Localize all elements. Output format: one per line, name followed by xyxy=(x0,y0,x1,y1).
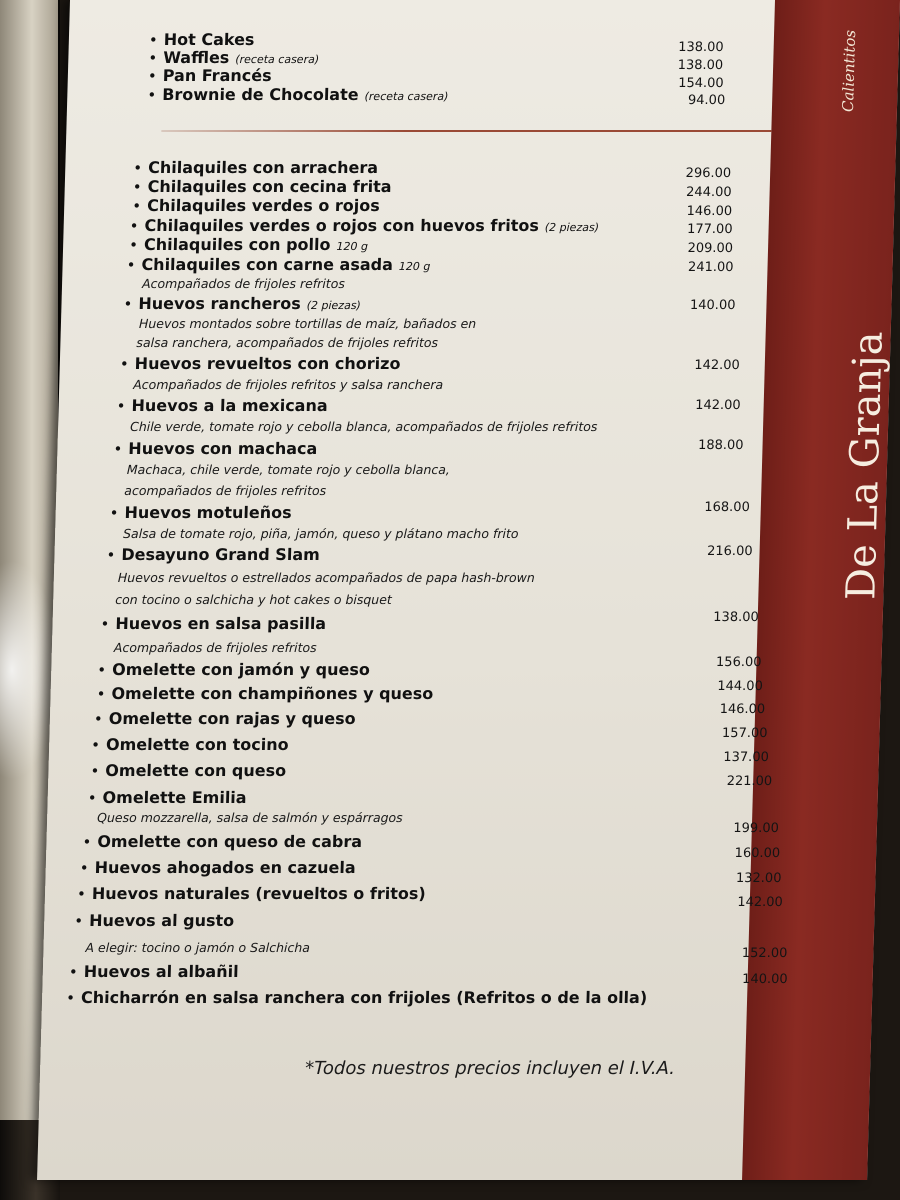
menu-item: • Chilaquiles con carne asada 120 g xyxy=(126,255,431,274)
menu-item: • Omelette con queso xyxy=(90,761,287,780)
menu-item: • Huevos rancheros (2 piezas) xyxy=(123,294,362,313)
item-description: Acompañados de frijoles refritos xyxy=(141,276,346,291)
item-price: 132.00 xyxy=(735,871,782,886)
item-price: 138.00 xyxy=(677,58,724,73)
item-price: 94.00 xyxy=(687,93,726,108)
item-description: Acompañados de frijoles refritos y salsa ranchera xyxy=(133,377,444,392)
item-description: A elegir: tocino o jamón o Salchicha xyxy=(85,940,311,955)
item-price: 146.00 xyxy=(719,702,766,717)
item-price: 152.00 xyxy=(741,946,788,961)
item-price: 146.00 xyxy=(686,204,733,219)
tax-footnote: *Todos nuestros precios incluyen el I.V.A. xyxy=(304,1058,676,1079)
menu-item: • Chilaquiles con cecina frita xyxy=(132,177,392,196)
menu-item: • Omelette con champiñones y queso xyxy=(96,684,434,703)
item-price: 142.00 xyxy=(737,895,784,910)
menu-item: • Chilaquiles verdes o rojos con huevos fritos (2 piezas) xyxy=(129,216,600,235)
menu-item: • Chilaquiles verdes o rojos xyxy=(131,196,381,215)
item-price: 140.00 xyxy=(689,298,736,313)
menu-item: • Chicharrón en salsa ranchera con frijoles (Refritos o de la olla) xyxy=(65,988,648,1007)
menu-item: • Huevos al gusto xyxy=(74,911,235,930)
item-price: 154.00 xyxy=(677,76,724,91)
item-description: Machaca, chile verde, tomate rojo y cebolla blanca, xyxy=(126,462,451,477)
item-price: 142.00 xyxy=(694,398,741,413)
item-description: Chile verde, tomate rojo y cebolla blanca, acompañados de frijoles refritos xyxy=(129,419,598,434)
item-price: 160.00 xyxy=(734,846,781,861)
item-price: 216.00 xyxy=(706,544,753,559)
item-description: Huevos montados sobre tortillas de maíz, bañados en xyxy=(138,316,477,331)
item-description: Salsa de tomate rojo, piña, jamón, queso y plátano macho frito xyxy=(122,526,519,541)
menu-item: • Huevos en salsa pasilla xyxy=(100,614,327,633)
item-price: 188.00 xyxy=(697,438,744,453)
menu-item: • Brownie de Chocolate (receta casera) xyxy=(147,85,449,104)
menu-item: • Omelette con tocino xyxy=(90,735,289,754)
item-price: 142.00 xyxy=(694,358,741,373)
item-price: 138.00 xyxy=(677,40,724,55)
menu-item: • Pan Francés xyxy=(147,66,272,85)
section-label: Calientitos xyxy=(838,29,860,112)
item-price: 144.00 xyxy=(717,679,764,694)
item-price: 221.00 xyxy=(726,774,773,789)
menu-item: • Huevos ahogados en cazuela xyxy=(79,858,356,877)
menu-item: • Huevos al albañil xyxy=(68,962,239,981)
item-price: 244.00 xyxy=(685,185,732,200)
menu-item: • Omelette con queso de cabra xyxy=(82,832,363,851)
menu-item: • Omelette con jamón y queso xyxy=(97,660,371,679)
menu-item: • Chilaquiles con pollo 120 g xyxy=(128,235,369,254)
menu-item: • Hot Cakes xyxy=(148,30,255,49)
restaurant-name: De La Granja xyxy=(838,331,892,600)
menu-item: • Waffles (receta casera) xyxy=(148,48,320,67)
item-price: 296.00 xyxy=(685,166,732,181)
menu-item: • Huevos con machaca xyxy=(113,439,318,458)
item-description: con tocino o salchicha y hot cakes o bisquet xyxy=(115,592,393,607)
menu-page xyxy=(37,0,900,1180)
item-description: salsa ranchera, acompañados de frijoles refritos xyxy=(136,335,439,350)
item-price: 177.00 xyxy=(686,222,733,237)
item-description: Queso mozzarella, salsa de salmón y espárragos xyxy=(96,810,403,825)
item-price: 140.00 xyxy=(741,972,788,987)
item-price: 137.00 xyxy=(723,750,770,765)
item-price: 168.00 xyxy=(704,500,751,515)
menu-item: • Huevos a la mexicana xyxy=(116,396,328,415)
menu-item: • Huevos revueltos con chorizo xyxy=(119,354,401,373)
item-price: 156.00 xyxy=(715,655,762,670)
item-price: 199.00 xyxy=(733,821,780,836)
menu-item: • Chilaquiles con arrachera xyxy=(133,158,379,177)
menu-item: • Omelette con rajas y queso xyxy=(93,709,356,728)
item-description: Huevos revueltos o estrellados acompañados de papa hash-brown xyxy=(117,570,535,585)
item-description: acompañados de frijoles refritos xyxy=(124,483,327,498)
menu-item: • Huevos motuleños xyxy=(109,503,292,522)
menu-item: • Omelette Emilia xyxy=(87,788,247,807)
item-price: 209.00 xyxy=(687,241,734,256)
item-price: 157.00 xyxy=(721,726,768,741)
item-description: Acompañados de frijoles refritos xyxy=(113,640,317,655)
section-divider xyxy=(161,130,771,132)
item-price: 241.00 xyxy=(687,260,734,275)
menu-item: • Desayuno Grand Slam xyxy=(106,545,321,564)
menu-item: • Huevos naturales (revueltos o fritos) xyxy=(76,884,426,903)
item-price: 138.00 xyxy=(713,610,759,625)
